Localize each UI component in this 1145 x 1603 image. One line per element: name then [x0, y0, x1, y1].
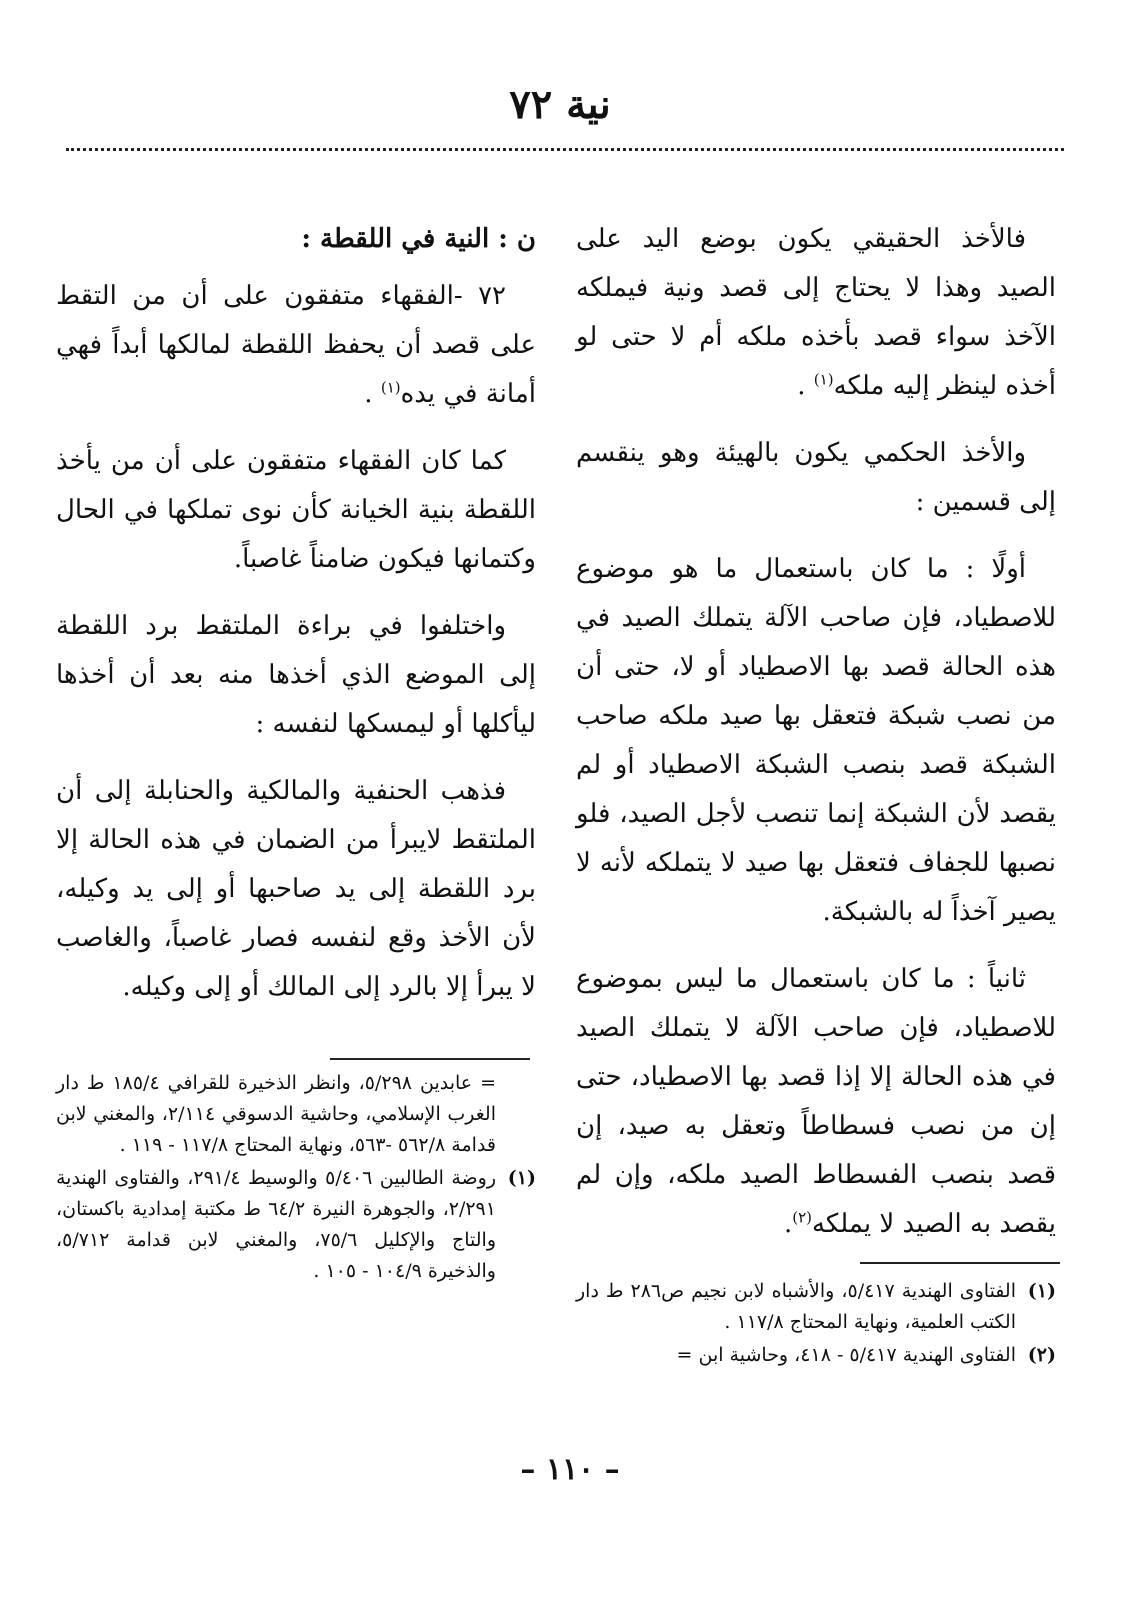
- footnote-number: (٢): [1027, 1344, 1056, 1366]
- paragraph-text: أولًا : ما كان باستعمال ما هو موضوع للاصطياد، فإن صاحب الآلة يتملك الصيد في هذه الحالة قصد بها الاصطياد أو لا، حتى أن من نصب شبكة فتعقل بها صيد ملكه صاحب الشبكة قصد بنصب الشبكة الاصطياد أو لم يقصد لأن الشبكة إنما تنصب لأجل الصيد، فلو نصبها للجفاف فتعقل بها صيد لا يتملكه لأنه لا يصير آخذاً له بالشبكة.: [576, 554, 1056, 927]
- footnote-number: (١): [1027, 1280, 1056, 1302]
- footnote-divider: [860, 1262, 1060, 1264]
- paragraph: [576, 955, 1056, 1249]
- paragraph-text: ٧٢ -الفقهاء متفقون على أن من التقط على قصد أن يحفظ اللقطة لمالكها أبداً فهي أمانة في يده: [56, 281, 536, 409]
- footnote-number: [496, 1068, 536, 1161]
- paragraph-text: واختلفوا في براءة الملتقط برد اللقطة إلى الموضع الذي أخذها منه بعد أن أخذها ليأكلها أو ليمسكها لنفسه :: [56, 611, 536, 739]
- footnote-text: = عابدين ٥/٢٩٨، وانظر الذخيرة للقرافي ١٨٥/٤ ط دار الغرب الإسلامي، وحاشية الدسوقي ٢/١١٤، والمغني لابن قدامة ٥٦٢/٨ -٥٦٣، ونهاية المحتاج ١١٧/٨ - ١١٩ .: [56, 1072, 496, 1156]
- right-column: [576, 215, 1056, 1267]
- paragraph-tail: .: [797, 371, 814, 401]
- paragraph-text: والأخذ الحكمي يكون بالهيئة وهو ينقسم إلى قسمين :: [576, 438, 1056, 517]
- paragraph: [576, 429, 1056, 527]
- footnote-ref[interactable]: (١): [813, 370, 834, 389]
- paragraph: [576, 545, 1056, 937]
- paragraph-tail: .: [783, 1209, 793, 1239]
- paragraph-text: فالأخذ الحقيقي يكون بوضع اليد على الصيد وهذا لا يحتاج إلى قصد ونية فيملكه الآخذ سواء قصد بأخذه ملكه أم لا حتى لو أخذه لينظر إليه ملكه: [576, 224, 1056, 401]
- paragraph: [56, 602, 536, 749]
- footnote: [576, 1340, 1056, 1371]
- left-footnotes: [56, 1068, 536, 1289]
- left-column: [56, 215, 536, 1030]
- paragraph: [56, 437, 536, 584]
- paragraph: [56, 767, 536, 1012]
- paragraph-text: ثانياً : ما كان باستعمال ما ليس بموضوع للاصطياد، فإن صاحب الآلة لا يتملك الصيد في هذه الحالة إلا إذا قصد بها الاصطياد، حتى إن من نصب فسطاطاً وتعقل به صيد، إن قصد بنصب الفسطاط الصيد ملكه، وإن لم يقصد به الصيد لا يملكه: [576, 964, 1056, 1239]
- section-heading: ن : النية في اللقطة :: [301, 224, 536, 254]
- page-title: نية ٧٢: [509, 81, 611, 128]
- page-number: – ١١٠ –: [520, 1452, 620, 1487]
- footnote: [56, 1163, 536, 1287]
- paragraph-tail: .: [364, 379, 381, 409]
- right-footnotes: [576, 1276, 1056, 1373]
- paragraph-text: كما كان الفقهاء متفقون على أن من يأخذ اللقطة بنية الخيانة كأن نوى تملكها في الحال وكتمانها فيكون ضامناً غاصباً.: [56, 446, 536, 574]
- paragraph-text: فذهب الحنفية والمالكية والحنابلة إلى أن الملتقط لايبرأ من الضمان في هذه الحالة إلا برد اللقطة إلى يد صاحبها أو إلى يد وكيله، لأن الأخذ وقع لنفسه فصار غاصباً، والغاصب لا يبرأ إلا بالرد إلى المالك أو إلى وكيله.: [56, 776, 536, 1002]
- footnote-number: (١): [507, 1167, 536, 1189]
- footnote: [56, 1068, 536, 1161]
- footnote-text: الفتاوى الهندية ٥/٤١٧، والأشباه لابن نجيم ص٢٨٦ ط دار الكتب العلمية، ونهاية المحتاج ١١٧/٨ .: [576, 1280, 1016, 1333]
- footnote-divider: [330, 1058, 530, 1060]
- footnote-ref[interactable]: (٢): [792, 1208, 812, 1227]
- footnote-text: روضة الطالبين ٥/٤٠٦ والوسيط ٢٩١/٤، والفتاوى الهندية ٢/٢٩١، والجوهرة النيرة ٦٤/٢ ط مكتبة إمدادية باكستان، والتاج والإكليل ٧٥/٦، والمغني لابن قدامة ٥/٧١٢، والذخيرة ١٠٤/٩ - ١٠٥ .: [56, 1167, 496, 1282]
- header-divider: [66, 148, 1064, 151]
- paragraph: [576, 215, 1056, 411]
- footnote-text: الفتاوى الهندية ٥/٤١٧ - ٤١٨، وحاشية ابن =: [676, 1344, 1016, 1366]
- footnote: [576, 1276, 1056, 1338]
- paragraph: [56, 272, 536, 419]
- footnote-ref[interactable]: (١): [380, 378, 401, 397]
